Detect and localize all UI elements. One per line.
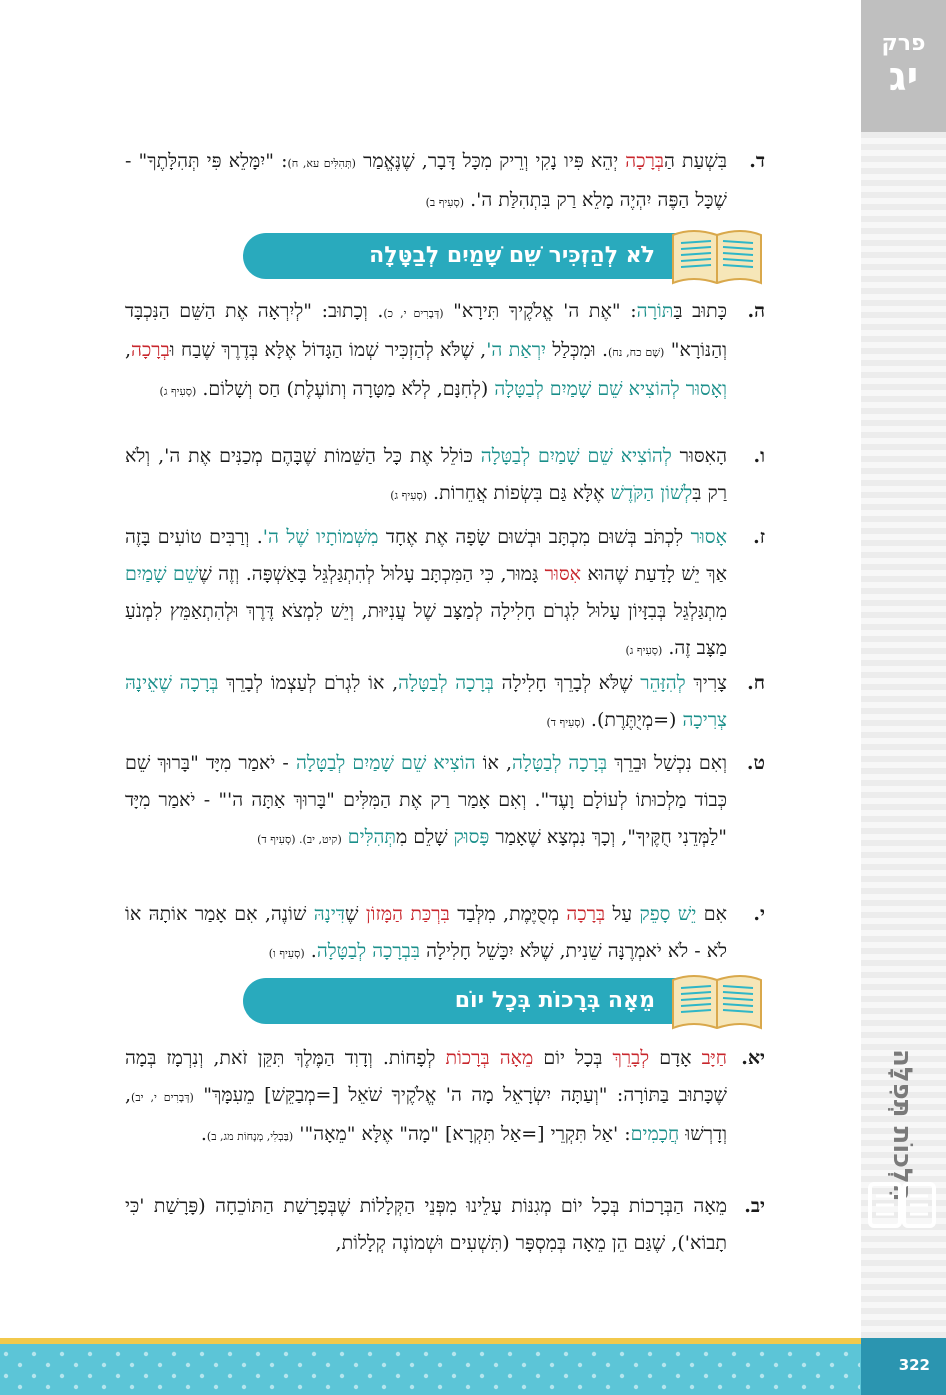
open-book-icon bbox=[669, 225, 765, 287]
text-run: (=מְיֻתֶּרֶת). bbox=[584, 709, 683, 731]
highlight-term: יִרְאַת ה' bbox=[486, 339, 547, 361]
highlight-term: תּוֹרָה bbox=[636, 300, 674, 322]
paragraph-number: ט. bbox=[746, 752, 765, 774]
text-run: , bbox=[125, 339, 132, 361]
text-run: כּוֹלֵל אֶת כָּל הַשֵּׁמוֹת שֶׁבָּהֶם מְכַנִּים אֶת ה', וְלֹא רַק בִּ bbox=[125, 445, 727, 504]
text-run: בְּכָל יוֹם bbox=[533, 1047, 613, 1069]
text-run: הָאִסּוּר bbox=[671, 445, 728, 467]
highlight-term: וְאָסוּר לְהוֹצִיא שֵׁם שָׁמַיִם לְבַטָּלָה bbox=[494, 378, 727, 400]
text-run: : "אֶת ה' אֱלֹקֶיךָ תִּירָא" bbox=[443, 300, 637, 322]
highlight-term: אִסּוּר bbox=[544, 563, 582, 585]
text-run: לְפָחוֹת. וְדָוִד הַמֶּלֶךְ תִּקֵּן זֹאת, וְנִרְמָז בְּמָה שֶׁכָּתוּב בַּתּוֹרָה: "וְעַתָּה יִשְׂרָאֵל מָה ה' אֱלֹקֶיךָ שֹׁאֵל [=מְבַקֵּשׁ] מֵעִמָּךְ" bbox=[125, 1047, 727, 1106]
text-run: בִּשְׁעַת הַ bbox=[664, 150, 727, 172]
highlight-term: אָסוּר bbox=[690, 526, 727, 548]
highlight-term: מֵאָה בְּרָכוֹת bbox=[445, 1047, 534, 1069]
paragraph-text bbox=[125, 665, 727, 741]
text-run: שׁוֹנֶה, אִם אָמַר אוֹתָהּ אוֹ לֹא - לֹא יֹאמְרֶנָּה שֵׁנִית, שֶׁלֹּא יִכָּשֵׁל חָלִילָה bbox=[125, 903, 727, 962]
chapter-word: פרק bbox=[881, 31, 926, 56]
text-run: אֶלָּא גַּם בִּשְׂפוֹת אֲחֵרוֹת. bbox=[427, 482, 611, 504]
highlight-term: בְּרָכָה שֶׁאֵינָהּ צְרִיכָה bbox=[125, 672, 727, 731]
source-reference: (שָׁם כח, נח) bbox=[607, 346, 665, 359]
highlight-term: יֵשׁ סָפֵק bbox=[639, 903, 697, 925]
source-reference: (תְּהִלִּים עא, ח) bbox=[287, 157, 356, 170]
section-title: מֵאָה בְּרָכוֹת בְּכָל יוֹם bbox=[243, 978, 683, 1024]
text-run: מְסֻיֶּמֶת, מִלְּבַד bbox=[449, 903, 567, 925]
section-reference: (סְעִיף ג) bbox=[159, 385, 197, 398]
paragraph-number: ד. bbox=[749, 150, 765, 172]
text-run: , וְדָרְשׁוּ bbox=[125, 1084, 727, 1145]
paragraph-number: יב. bbox=[744, 1195, 765, 1217]
text-run: . וְכָתוּב: "לְיִרְאָה אֶת הַשֵּׁם הַנִּכְבָּד וְהַנּוֹרָא" bbox=[125, 300, 728, 361]
text-run: צָרִיךְ bbox=[685, 672, 727, 694]
highlight-term: לְשׁוֹן הַקֹּדֶשׁ bbox=[610, 482, 693, 504]
paragraph-z bbox=[125, 519, 765, 669]
paragraph-number: י. bbox=[753, 903, 765, 925]
highlight-term: בְּרָכָה לְבַטָּלָה bbox=[512, 752, 608, 774]
highlight-term: שֵׁם שָׁמַיִם bbox=[125, 563, 199, 585]
text-run: . bbox=[304, 940, 317, 962]
paragraph-yb bbox=[125, 1188, 765, 1264]
paragraph-h bbox=[125, 293, 765, 443]
text-run: כָּתוּב בַּ bbox=[673, 300, 728, 322]
text-run: . bbox=[200, 1123, 207, 1145]
source-reference: (בַּבְלִי, מְנָחוֹת מג, ב) bbox=[206, 1130, 294, 1143]
paragraph-text bbox=[125, 1040, 727, 1155]
dot-pattern bbox=[0, 1348, 860, 1393]
paragraph-text bbox=[125, 293, 727, 410]
section-reference: (סְעִיף ו) bbox=[268, 947, 305, 960]
text-run: : 'אַל תִּקְרֵי [=אַל תִּקְרָא] "מָה" אֶלָּא "מֵאָה"' bbox=[293, 1123, 631, 1145]
paragraph-number: ו. bbox=[753, 445, 765, 467]
text-run: , אוֹ לִגְרֹם לְעַצְמוֹ לְבָרֵךְ bbox=[218, 672, 399, 694]
side-title-text: הִלְכוֹת תְּפִלָּה bbox=[887, 1048, 917, 1202]
section-reference: (סְעִיף ב) bbox=[425, 196, 465, 209]
text-run: יְהֵא פִּיו נָקִי וְרֵיק מִכָּל דָּבָר, שֶׁנֶּאֱמַר bbox=[355, 150, 626, 172]
text-run: , אוֹ bbox=[475, 752, 512, 774]
open-book-icon bbox=[669, 970, 765, 1032]
section-title: לֹא לְהַזְכִּיר שֵׁם שָׁמַיִם לְבַטָּלָה bbox=[243, 233, 683, 279]
text-run: שֶׁלֹּא לְבָרֵךְ חָלִילָה bbox=[493, 672, 641, 694]
paragraph-v bbox=[125, 438, 765, 514]
text-run: שָׁלֵם מִ bbox=[396, 826, 454, 848]
paragraph-d bbox=[125, 143, 765, 219]
section-reference: (קיט, יב). (סְעִיף ד) bbox=[257, 833, 342, 846]
section-reference: (סְעִיף ג) bbox=[625, 644, 663, 657]
text-run: (לְחִנָּם, לְלֹא מַטָּרָה וְתוֹעֶלֶת) חַס וְשָׁלוֹם. bbox=[196, 378, 495, 400]
source-reference: (דְּבָרִים י, יב) bbox=[131, 1091, 194, 1104]
page-number-box bbox=[861, 1338, 946, 1395]
highlight-term: לְבָרֵךְ bbox=[612, 1047, 650, 1069]
paragraph-text bbox=[125, 745, 727, 858]
highlight-term: בִּרְכַּת הַמָּזוֹן bbox=[365, 903, 450, 925]
open-book-icon bbox=[868, 1180, 936, 1230]
text-run: . וְרַבִּים טוֹעִים בָּזֶה אַךְ יֵשׁ לָדַעַת שֶׁהוּא bbox=[125, 526, 727, 585]
page-number: 322 bbox=[898, 1356, 930, 1374]
text-run: מֵאָה הַבְּרָכוֹת בְּכָל יוֹם מְגִנּוֹת עָלֵינוּ מִפְּנֵי הַקְּלָלוֹת שֶׁבְּפָרָשַׁת הַתּוֹכֵחָה (פָּרָשַׁת 'כִּי תָבוֹא'), שֶׁגַּם הֵן מֵאָה בְּמִסְפָּר (תִּשְׁעִים וּשְׁמוֹנֶה קְלָלוֹת, bbox=[125, 1195, 727, 1254]
text-run: : "יִמָּלֵא פִּי תְּהִלָּתֶךָ" - שֶׁכָּל הַפֶּה יִהְיֶה מָלֵא רַק בִּתְהִלַּת ה'. bbox=[125, 150, 727, 211]
highlight-term: בְרָכָה bbox=[131, 339, 170, 361]
text-run: לִכְתֹּב בְּשׁוּם מִכְתָּב וּבְשׁוּם שָׂפָה אֶת אֶחָד bbox=[378, 526, 691, 548]
paragraph-number: ח. bbox=[747, 672, 765, 694]
text-run: גָּמוּר, כִּי הַמִּכְתָּב עָלוּל לְהִתְגַּלְגֵּל בָּאַשְׁפָּה. וְזֶה שֶׁ bbox=[198, 563, 545, 585]
text-run: - יֹאמַר מִיָּד "בָּרוּךְ שֵׁם כְּבוֹד מַלְכוּתוֹ לְעוֹלָם וָעֶד". וְאִם אָמַר רַק אֶת הַמִּלִּים "בָּרוּךְ אַתָּה ה'" - יֹאמַר מִיָּד "לַמְּדֵנִי חֻקֶּיךָ", וְכָךְ נִמְצָא שֶׁאָמַר bbox=[125, 752, 727, 848]
paragraph-text bbox=[125, 143, 727, 221]
source-reference: (דְּבָרִים י, כ) bbox=[383, 307, 444, 320]
highlight-term: פָּסוּק bbox=[453, 826, 490, 848]
bottom-decorative-band bbox=[0, 1338, 946, 1395]
zigzag-border bbox=[0, 1338, 946, 1344]
text-run: וְאִם נִכְשַׁל וּבֵרֵךְ bbox=[607, 752, 727, 774]
highlight-term: דִּינָהּ bbox=[313, 903, 345, 925]
paragraph-number: יא. bbox=[741, 1047, 765, 1069]
chapter-tab bbox=[861, 0, 946, 132]
section-reference: (סְעִיף ג) bbox=[390, 489, 428, 502]
paragraph-text bbox=[125, 519, 727, 669]
highlight-term: בְּרָכָה bbox=[566, 903, 606, 925]
highlight-term: בְּרָכָה לְבַטָּלָה bbox=[398, 672, 494, 694]
paragraph-t bbox=[125, 745, 765, 895]
chapter-number: יג bbox=[888, 54, 919, 100]
paragraph-ch bbox=[125, 665, 765, 741]
text-run: עַל bbox=[605, 903, 640, 925]
section-reference: (סְעִיף ד) bbox=[546, 716, 585, 729]
paragraph-text bbox=[125, 896, 727, 972]
highlight-term: מִשְּׁמוֹתָיו שֶׁל ה' bbox=[262, 526, 379, 548]
section-header-1 bbox=[225, 225, 765, 289]
paragraph-ya bbox=[125, 1040, 765, 1190]
highlight-term: לְהִזָּהֵר bbox=[640, 672, 686, 694]
text-run: אָדָם bbox=[649, 1047, 702, 1069]
highlight-term: חַיָּב bbox=[701, 1047, 728, 1069]
text-run: שֶׁ bbox=[344, 903, 366, 925]
text-run: , שֶׁלֹּא לְהַזְכִּיר שְׁמוֹ הַגָּדוֹל אֶלָּא בְּדֶרֶךְ שֶׁבַח וּ bbox=[169, 339, 487, 361]
paragraph-number: ה. bbox=[747, 300, 765, 322]
highlight-term: בְּרָכָה bbox=[625, 150, 665, 172]
text-run: מִתְגַּלְגֵּל בְּבִזָּיוֹן עָלוּל לִגְרֹם חָלִילָה לְמַצָּב שֶׁל עֲנִיּוּת, וְיֵשׁ לִמְצֹא דֶּרֶךְ וּלְהִתְאַמֵּץ לִמְנֹעַ מַצָּב זֶה. bbox=[125, 600, 727, 659]
section-header-2 bbox=[225, 970, 765, 1034]
highlight-term: לְהוֹצִיא שֵׁם שָׁמַיִם לְבַטָּלָה bbox=[480, 445, 672, 467]
paragraph-text bbox=[125, 1188, 727, 1262]
highlight-term: חֲכָמִים bbox=[630, 1123, 680, 1145]
text-run: . וּמִכְּלַל bbox=[546, 339, 608, 361]
text-run: אִם bbox=[696, 903, 727, 925]
paragraph-number: ז. bbox=[753, 526, 765, 548]
highlight-term: הוֹצִיא שֵׁם שָׁמַיִם לְבַטָּלָה bbox=[295, 752, 476, 774]
highlight-term: בִּבְרָכָה לְבַטָּלָה bbox=[316, 940, 421, 962]
paragraph-y bbox=[125, 896, 765, 972]
highlight-term: תְּהִלִּים bbox=[347, 826, 397, 848]
paragraph-text bbox=[125, 438, 727, 514]
